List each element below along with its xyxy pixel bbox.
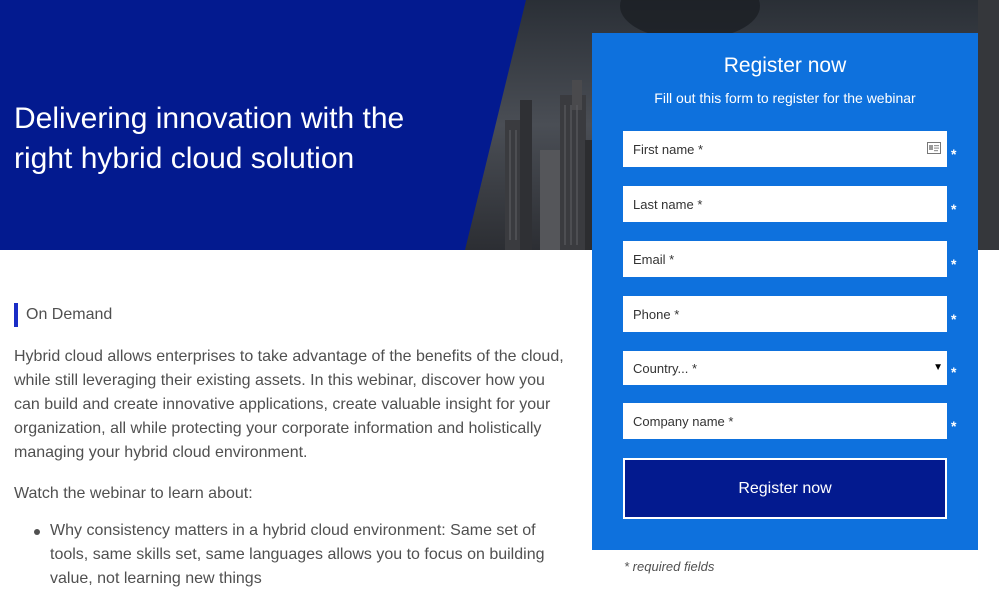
company-name-field[interactable]: [623, 403, 947, 439]
badge-accent-bar: [14, 303, 18, 327]
phone-field[interactable]: [623, 296, 947, 332]
topic-list: [14, 519, 574, 589]
form-subtitle: Fill out this form to register for the webinar: [654, 90, 916, 106]
phone-placeholder: Phone *: [633, 306, 680, 322]
first-name-placeholder: First name *: [633, 141, 704, 157]
last-name-placeholder: Last name *: [633, 196, 703, 212]
caret-down-icon: ▼: [933, 362, 943, 373]
required-fields-note: * required fields: [624, 559, 715, 574]
required-star: *: [951, 146, 957, 162]
on-demand-badge: [14, 303, 112, 327]
required-star: *: [951, 201, 957, 217]
email-field[interactable]: [623, 241, 947, 277]
form-title: Register now: [723, 54, 847, 77]
first-name-field[interactable]: [623, 131, 947, 167]
required-star: *: [951, 364, 957, 380]
badge-label: On Demand: [26, 306, 113, 323]
list-item-text: Why consistency matters in a hybrid cloud environment: Same set of tools, same skills set, same languages allows you to focus on building value, not learning new things: [50, 522, 545, 587]
country-selected-value: Country... *: [633, 360, 698, 376]
required-star: *: [951, 311, 957, 327]
list-item: [14, 519, 574, 589]
required-star: *: [951, 256, 957, 272]
watch-heading: Watch the webinar to learn about:: [14, 485, 253, 502]
contact-card-icon: [927, 142, 941, 154]
intro-paragraph: Hybrid cloud allows enterprises to take advantage of the benefits of the cloud, while still leveraging their existing assets. In this webinar, discover how you can build and create innovative applications, create valuable insight for your organization, all while protecting your corporate information and holistically managing your hybrid cloud environment.: [14, 348, 564, 461]
required-star: *: [951, 418, 957, 434]
registration-panel: [592, 33, 978, 550]
last-name-field[interactable]: [623, 186, 947, 222]
hero-title: Delivering innovation with the right hybrid cloud solution: [14, 102, 405, 175]
bullet-dot-icon: [34, 529, 40, 535]
country-select[interactable]: [623, 351, 947, 385]
email-placeholder: Email *: [633, 251, 675, 267]
company-name-placeholder: Company name *: [633, 413, 734, 429]
register-now-button[interactable]: Register now: [623, 458, 947, 519]
